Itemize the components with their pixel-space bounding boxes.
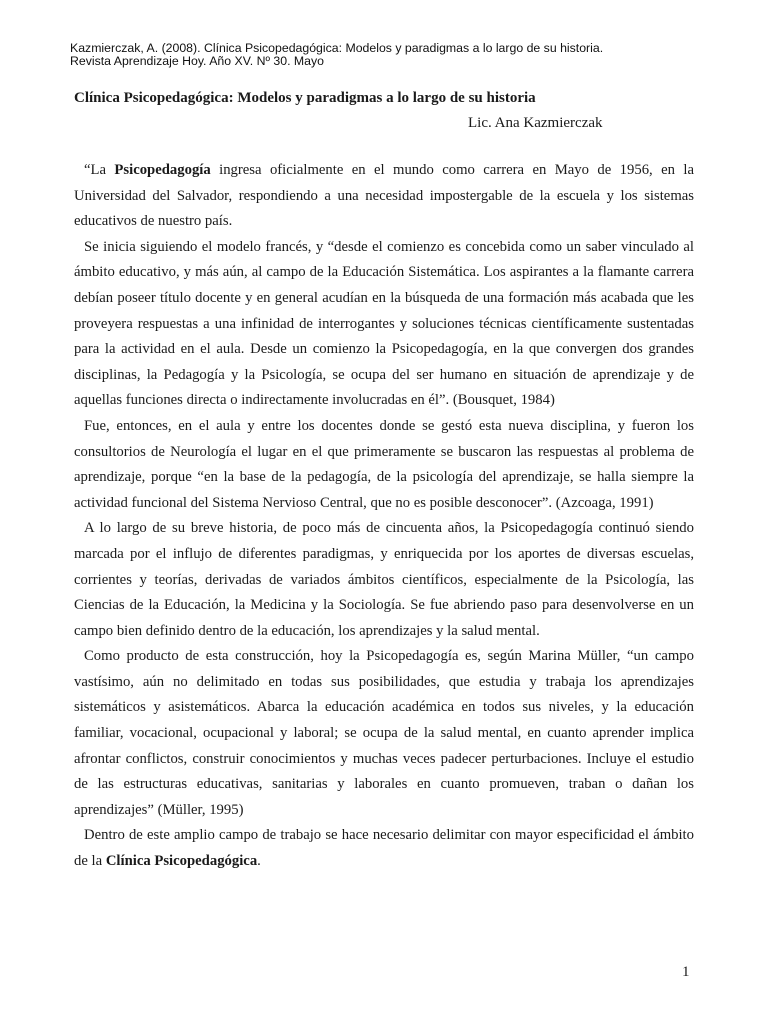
- paragraph-1-bold-term: Psicopedagogía: [114, 162, 211, 178]
- paragraph-6: [74, 823, 694, 874]
- citation-line-2: Revista Aprendizaje Hoy. Año XV. Nº 30. Mayo: [70, 54, 324, 68]
- paragraph-4: A lo largo de su breve historia, de poco más de cincuenta años, la Psicopedagogía continuó siendo marcada por el influjo de diferentes paradigmas, y enriquecida por los aportes de diversas escuelas, corrientes y teorías, derivadas de variados ámbitos científicos, especialmente de la Psicología, las Ciencias de la Educación, la Medicina y la Sociología. Se fue abriendo paso para desenvolverse en un campo bien definido dentro de la educación, los aprendizajes y la salud mental.: [74, 520, 694, 639]
- article-author: Lic. Ana Kazmierczak: [468, 115, 603, 131]
- paragraph-6-text-start: Dentro de este amplio campo de trabajo se hace necesario delimitar con mayor especificidad el ámbito de la: [74, 827, 694, 870]
- paragraph-6-text-end: .: [257, 853, 261, 870]
- paragraph-2: Se inicia siguiendo el modelo francés, y “desde el comienzo es concebida como un saber vinculado al ámbito educativo, y más aún, al campo de la Educación Sistemática. Los aspirantes a la flamante carrera debían poseer título docente y en general acudían en la búsqueda de una formación más acabada que les proveyera respuestas a una infinidad de interrogantes y soluciones técnicas científicamente sustentadas para la actividad en el aula. Desde un comienzo la Psicopedagogía, en la que convergen dos grandes disciplinas, la Pedagogía y la Psicología, se ocupa del ser humano en situación de aprendizaje y de aquellas funciones directa o indirectamente involucradas en él”. (Bousquet, 1984): [74, 238, 694, 409]
- citation-header: [70, 42, 710, 68]
- page-number: 1: [682, 964, 690, 980]
- paragraph-6-bold-term: Clínica Psicopedagógica: [105, 853, 258, 870]
- article-body: [74, 158, 694, 875]
- paragraph-1-text-start: “La: [84, 162, 115, 178]
- paragraph-1: [74, 158, 694, 235]
- article-title: Clínica Psicopedagógica: Modelos y paradigmas a lo largo de su historia: [74, 90, 536, 106]
- citation-line-1: Kazmierczak, A. (2008). Clínica Psicopedagógica: Modelos y paradigmas a lo largo de su historia.: [70, 41, 604, 55]
- paragraph-3: Fue, entonces, en el aula y entre los docentes donde se gestó esta nueva disciplina, y fueron los consultorios de Neurología el lugar en el que primeramente se buscaron las respuestas al problema de aprendizaje, porque “en la base de la pedagogía, de la psicología del aprendizaje, se halla siempre la actividad funcional del Sistema Nervioso Central, que no es posible desconocer”. (Azcoaga, 1991): [74, 417, 694, 511]
- paragraph-5: Como producto de esta construcción, hoy la Psicopedagogía es, según Marina Müller, “un campo vastísimo, aún no delimitado en todas sus posibilidades, que estudia y trabaja los aprendizajes sistemáticos y asistemáticos. Abarca la educación académica en todos sus niveles, y la educación familiar, vocacional, ocupacional y laboral; se ocupa de la salud mental, en cuanto aprender implica afrontar conflictos, construir conocimientos y muchas veces padecer perturbaciones. Incluye el estudio de las estructuras educativas, sanitarias y laborales en cuanto promueven, traban o dañan los aprendizajes” (Müller, 1995): [74, 648, 694, 818]
- paragraph-1-text-end: ingresa oficialmente en el mundo como carrera en Mayo de 1956, en la Universidad del Salvador, respondiendo a una necesidad impostergable de la escuela y los sistemas educativos de nuestro país.: [74, 162, 694, 230]
